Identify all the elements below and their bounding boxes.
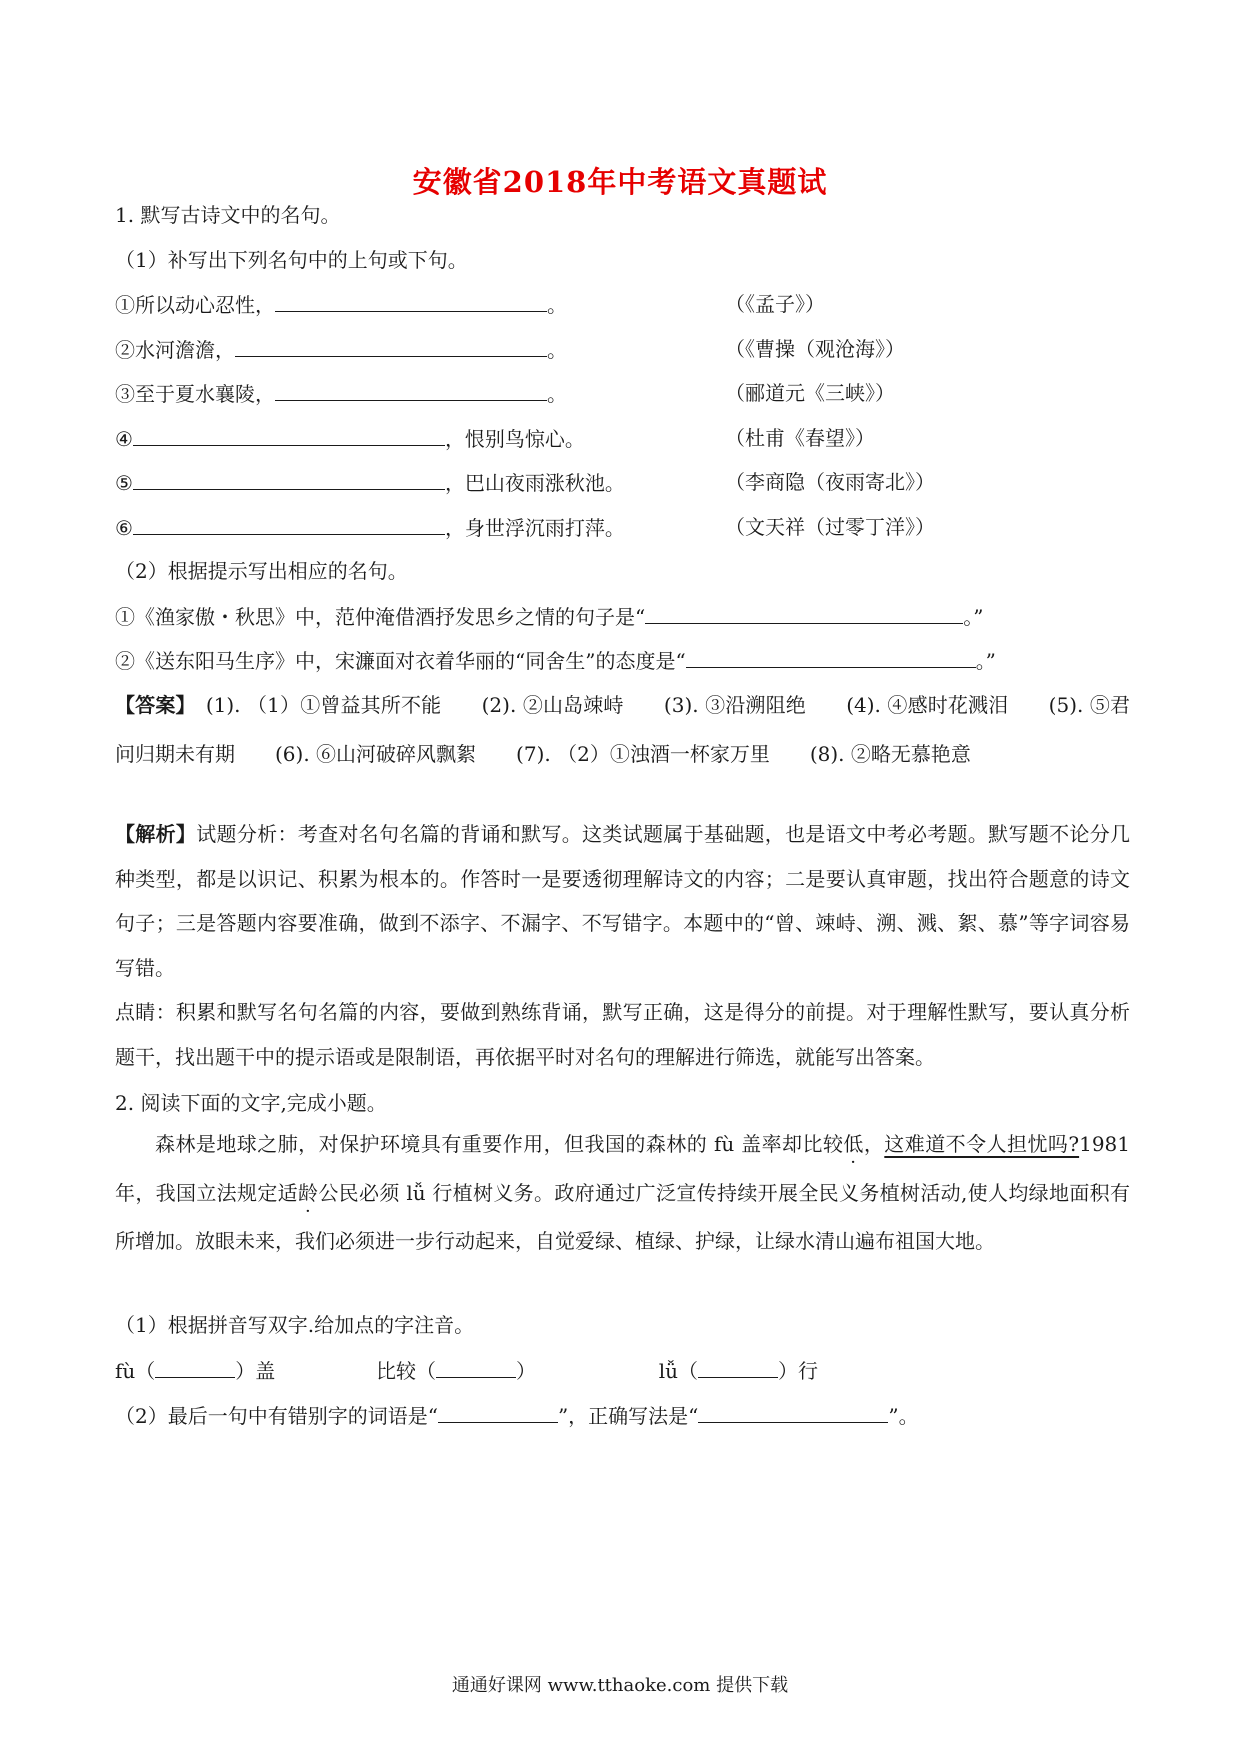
item-prefix: ①所以动心忍性， (115, 293, 275, 317)
pinyin-pre: fù（ (115, 1359, 156, 1383)
pinyin-row (115, 1355, 818, 1386)
passage-text-4: 龄公民必须 lǚ 行植树义务。政府通过广泛宣传持续开展全民义务植树活动,使人均绿地面积有所增加。放眼未来，我们必须进一步行动起来，自觉爱绿、植绿、护绿，让绿水清山遍布祖国大地。 (115, 1180, 1131, 1253)
answer-blank[interactable] (645, 601, 963, 624)
pinyin-item-2 (376, 1359, 536, 1383)
fill-item-6 (115, 512, 625, 543)
passage (115, 1120, 1130, 1266)
passage-text-3: 1981 年，我国立法规定 (115, 1132, 1130, 1205)
passage-text-1: 森林是地球之肺，对保护环境具有重要作用，但我国的森林的 fù 盖率却比 (155, 1132, 823, 1156)
answer-blank[interactable] (698, 1400, 888, 1423)
item-suffix: 。 (547, 338, 567, 362)
item-prefix: ④ (115, 427, 133, 451)
item-prefix: ⑥ (115, 516, 133, 540)
analysis-text: 试题分析：考查对名句名篇的背诵和默写。这类试题属于基础题，也是语文中考必考题。默写题不论分几种类型，都是以识记、积累为根本的。作答时一是要透彻理解诗文的内容；二是要认真审题，找出符合题意的诗文句子；三是答题内容要准确，做到不添字、不漏字、不写错字。本题中的“曾、竦峙、溯、溅、絮、慕”等字词容易写错。 (115, 822, 1131, 980)
pinyin-pre: 比较（ (376, 1359, 437, 1383)
q2-heading: 2. 阅读下面的文字,完成小题。 (115, 1091, 387, 1115)
item-source: （《孟子》） (725, 292, 825, 316)
prompt-close: 。” (963, 605, 984, 629)
answer-label: 【答案】 (115, 693, 186, 717)
answer-blank[interactable] (133, 467, 445, 490)
item-source: （郦道元《三峡》） (725, 381, 895, 405)
fill-item-4 (115, 423, 585, 454)
item-source: （《曹操（观沧海》） (725, 337, 905, 361)
fill-item-3 (115, 378, 567, 409)
pinyin-post: ） (516, 1359, 537, 1383)
answer-block (115, 681, 1130, 779)
pinyin-post: ）盖 (235, 1359, 276, 1383)
pinyin-pre: lǚ（ (658, 1359, 699, 1383)
fill-item-1 (115, 289, 567, 320)
sub2-text-a: （2）最后一句中有错别字的词语是“ (115, 1404, 438, 1428)
sub2-text-c: ”。 (888, 1404, 919, 1428)
dotted-char-2: 适 (277, 1180, 299, 1205)
answer-blank[interactable] (438, 1400, 558, 1423)
q1-part2: （2）根据提示写出相应的名句。 (115, 559, 408, 583)
pinyin-post: ）行 (778, 1359, 819, 1383)
prompt-close: 。” (975, 649, 996, 673)
analysis-label: 【解析】 (115, 822, 197, 846)
item-suffix: ，身世浮沉雨打萍。 (444, 516, 625, 540)
answer-blank[interactable] (686, 645, 976, 668)
item-suffix: 。 (547, 382, 567, 406)
answer-blank[interactable] (235, 334, 547, 357)
item-prefix: ⑤ (115, 471, 133, 495)
item-source: （杜甫《春望》） (725, 426, 875, 450)
fill-item-2 (115, 334, 567, 365)
pinyin-item-1 (115, 1359, 275, 1383)
item-prefix: ②水河澹澹， (115, 338, 235, 362)
q1-part1: （1）补写出下列名句中的上句或下句。 (115, 248, 468, 272)
item-prefix: ③至于夏水襄陵， (115, 382, 275, 406)
passage-text-2: 低， (843, 1132, 885, 1156)
page-footer: 通通好课网 www.tthaoke.com 提供下载 (451, 1675, 789, 1696)
q2-sub2 (115, 1400, 919, 1431)
answer-blank[interactable] (155, 1355, 235, 1378)
answer-blank[interactable] (133, 423, 445, 446)
sub2-text-b: ”，正确写法是“ (557, 1404, 699, 1428)
fill-item-5 (115, 467, 625, 498)
pinyin-item-3 (659, 1359, 818, 1383)
answer-blank[interactable] (436, 1355, 516, 1378)
answer-blank[interactable] (275, 378, 547, 401)
item-source: （文天祥（过零丁洋》） (725, 515, 935, 539)
prompt-text: ①《渔家傲・秋思》中，范仲淹借酒抒发思乡之情的句子是“ (115, 605, 646, 629)
dotted-char-1: 较 (822, 1132, 844, 1156)
q2-sub1: （1）根据拼音写双字.给加点的字注音。 (115, 1313, 475, 1337)
analysis-block (115, 812, 1130, 990)
page-title: 安徽省2018年中考语文真题试 (412, 165, 828, 199)
item-suffix: ，恨别鸟惊心。 (444, 427, 585, 451)
prompt-text: ②《送东阳马生序》中，宋濂面对衣着华丽的“同舍生”的态度是“ (115, 649, 686, 673)
item-suffix: 。 (547, 293, 567, 317)
prompt-item-2 (115, 645, 996, 676)
answer-blank[interactable] (133, 512, 445, 535)
item-source: （李商隐（夜雨寄北》） (725, 470, 935, 494)
underlined-sentence: 这难道不令人担忧吗? (884, 1132, 1080, 1156)
answer-blank[interactable] (275, 289, 547, 312)
point-block: 点睛：积累和默写名句名篇的内容，要做到熟练背诵，默写正确，这是得分的前提。对于理解性默写，要认真分析题干，找出题干中的提示语或是限制语，再依据平时对名句的理解进行筛选，就能写出答案。 (115, 1000, 1130, 1069)
q1-heading: 1. 默写古诗文中的名句。 (115, 203, 341, 227)
item-suffix: ，巴山夜雨涨秋池。 (444, 471, 625, 495)
answer-blank[interactable] (698, 1355, 778, 1378)
prompt-item-1 (115, 601, 983, 632)
answer-text: (1). （1）①曾益其所不能 (2). ②山岛竦峙 (3). ③沿溯阻绝 (4). ④感时花溅泪 (5). ⑤君问归期未有期 (6). ⑥山河破碎风飘絮 (7). （2）①浊酒一杯家万里 (8). ②略无慕艳意 (115, 693, 1131, 766)
